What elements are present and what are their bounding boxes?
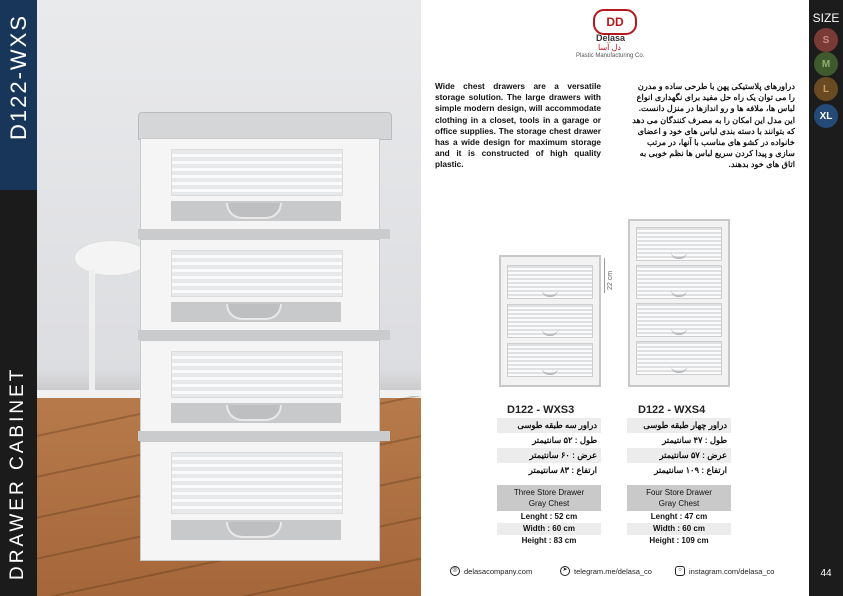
description-en: Wide chest drawers are a versatile storage solution. The large drawers with simple modern design, will accommodate clothing in a closet, tools in a garage or office supplies. The storage chest drawer has a wide design for maximum storage and it is constructed of high quality plastic.	[435, 81, 601, 170]
description-fa: دراورهای پلاستیکی پهن با طرحی ساده و مدرن را می توان یک راه حل مفید برای نگهداری انواع لباس ها، ملافه ها و رو اندازها در منزل دانست. این مدل این امکان را به مصرف کنندگان می دهد که بتوانند با دسته بندی لباس های خود و اعضای خانواده در کشو های مناسب با آنها، در مرتب سازی و پیدا کردن سریع لباس ها نظم خوبی به اتاق های خود بدهند.	[632, 82, 795, 170]
product-code: D122 - WXS3	[507, 404, 575, 416]
instagram-icon: ○	[675, 566, 685, 576]
model-label: D122-WXS	[6, 13, 31, 140]
cabinet-illustration	[138, 112, 390, 572]
spec-width-en: Width : 60 cm	[497, 523, 601, 535]
telegram-icon: ➤	[560, 566, 570, 576]
company-name: Plastic Manufacturing Co.	[576, 53, 645, 59]
side-table-leg	[89, 270, 95, 390]
product-specs-en	[497, 485, 601, 547]
three-drawer-chest-image	[499, 255, 601, 387]
cabinet-drawer	[140, 138, 380, 230]
product-title-fa: دراور سه طبقه طوسی	[497, 418, 601, 433]
spec-width-fa: عرض : ۶۰ سانتیمتر	[497, 448, 601, 463]
spec-height-fa: ارتفاع : ۸۳ سانتیمتر	[528, 465, 597, 475]
cabinet-rail	[138, 330, 390, 340]
four-drawer-chest-image	[628, 219, 730, 387]
spec-length-en: Lenght : 47 cm	[650, 512, 708, 521]
category-label: DRAWER CABINET	[7, 366, 28, 580]
size-l-badge: L	[814, 77, 838, 101]
product-specs-fa	[627, 418, 731, 478]
spec-length-fa: طول : ۵۲ سانتیمتر	[532, 435, 597, 445]
spec-length-en: Lenght : 52 cm	[520, 512, 578, 521]
spec-height-fa: ارتفاع : ۱۰۹ سانتیمتر	[654, 465, 727, 475]
spec-height-en: Height : 109 cm	[649, 536, 709, 545]
product-title-fa: دراور چهار طبقه طوسی	[627, 418, 731, 433]
cabinet-drawer	[140, 239, 380, 331]
cabinet-drawer	[140, 441, 380, 561]
spec-height-en: Height : 83 cm	[521, 536, 577, 545]
page-number: 44	[820, 568, 832, 579]
size-xl-badge: XL	[814, 104, 838, 128]
delasa-logo: DD	[593, 9, 637, 35]
cabinet-drawer	[140, 340, 380, 432]
size-m-badge: M	[814, 52, 838, 76]
globe-icon: ◎	[450, 566, 460, 576]
footer-instagram[interactable]	[675, 566, 774, 576]
product-code: D122 - WXS4	[638, 404, 706, 416]
product-specs-en	[627, 485, 731, 547]
spec-width-fa: عرض : ۵۷ سانتیمتر	[627, 448, 731, 463]
cabinet-rail	[138, 431, 390, 441]
product-title-en: Four Store Drawer Gray Chest	[627, 485, 731, 511]
cabinet-rail	[138, 229, 390, 239]
size-label: SIZE	[812, 11, 840, 25]
footer-website[interactable]	[450, 566, 532, 576]
brand-name-fa: دل آسا	[598, 43, 621, 52]
footer-telegram[interactable]	[560, 566, 652, 576]
instagram-link[interactable]: instagram.com/delasa_co	[689, 566, 775, 576]
spec-width-en: Width : 60 cm	[627, 523, 731, 535]
dimension-label: 22 cm	[607, 270, 614, 290]
spec-length-fa: طول : ۴۷ سانتیمتر	[662, 435, 727, 445]
size-s-badge: S	[814, 28, 838, 52]
product-specs-fa	[497, 418, 601, 478]
brand-name: Delasa	[596, 33, 626, 43]
website-link[interactable]: delasacompany.com	[464, 566, 533, 576]
cabinet-top	[138, 112, 392, 140]
telegram-link[interactable]: telegram.me/delasa_co	[574, 566, 652, 576]
product-title-en: Three Store Drawer Gray Chest	[497, 485, 601, 511]
dimension-line	[604, 258, 605, 293]
